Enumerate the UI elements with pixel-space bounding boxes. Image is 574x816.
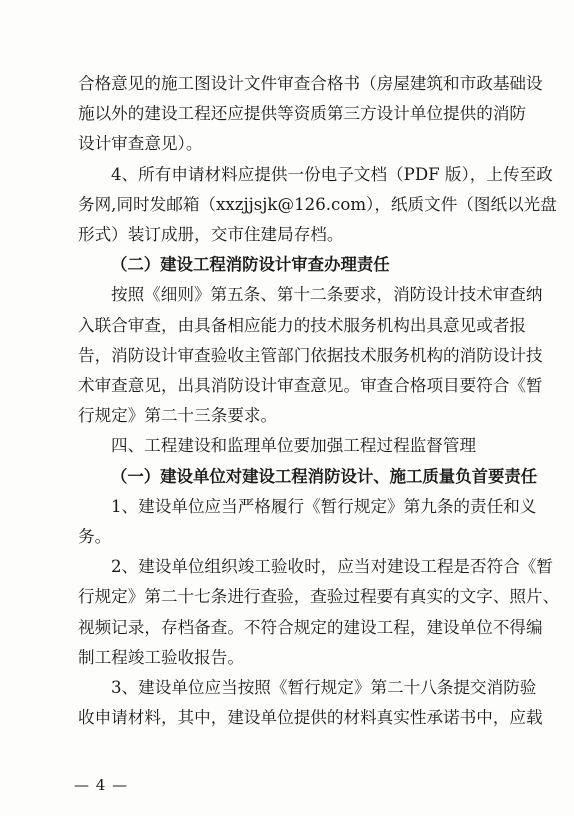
text-line: 行规定》第二十七条进行查验，查验过程要有真实的文字、照片、: [78, 587, 560, 607]
section-heading: （二）建设工程消防设计审查办理责任: [111, 255, 390, 275]
text-line: 合格意见的施工图设计文件审查合格书（房屋建筑和市政基础设: [78, 74, 543, 93]
text-line: 3、建设单位应当按照《暂行规定》第二十八条提交消防验: [111, 678, 537, 697]
text-line: 制工程竣工验收报告。: [78, 647, 244, 667]
text-line: 务网,同时发邮箱（xxzjjsjk@126.com），纸质文件（图纸以光盘: [78, 194, 557, 214]
text-line: 形式）装订成册，交市住建局存档。: [78, 225, 344, 244]
text-line: 2、建设单位组织竣工验收时，应当对建设工程是否符合《暂: [111, 557, 553, 577]
text-line: 告，消防设计审查验收主管部门依据技术服务机构的消防设计技: [78, 345, 543, 365]
text-line: 按照《细则》第五条、第十二条要求，消防设计技术审查纳: [111, 285, 543, 305]
text-line: 视频记录，存档备查。不符合规定的建设工程，建设单位不得编: [78, 617, 543, 637]
text-line: 4、所有申请材料应提供一份电子文档（PDF 版），上传至政: [111, 164, 553, 184]
text-line: 收申请材料，其中，建设单位提供的材料真实性承诺书中，应载: [78, 708, 543, 728]
text-line: 务。: [78, 527, 112, 546]
text-line: 行规定》第二十三条要求。: [78, 406, 278, 426]
text-line: 设计审查意见）。: [78, 134, 203, 154]
section-heading: （一）建设单位对建设工程消防设计、施工质量负首要责任: [111, 466, 538, 486]
text-line: 术审查意见，出具消防设计审查意见。审查合格项目要符合《暂: [78, 376, 543, 395]
text-line: 入联合审查，由具备相应能力的技术服务机构出具意见或者报: [78, 315, 527, 335]
chapter-heading: 四、工程建设和监理单位要加强工程过程监督管理: [111, 436, 477, 456]
page-number: — 4 —: [74, 776, 129, 794]
text-line: 1、建设单位应当严格履行《暂行规定》第九条的责任和义: [111, 496, 537, 516]
text-line: 施以外的建设工程还应提供等资质第三方设计单位提供的消防: [78, 104, 527, 124]
